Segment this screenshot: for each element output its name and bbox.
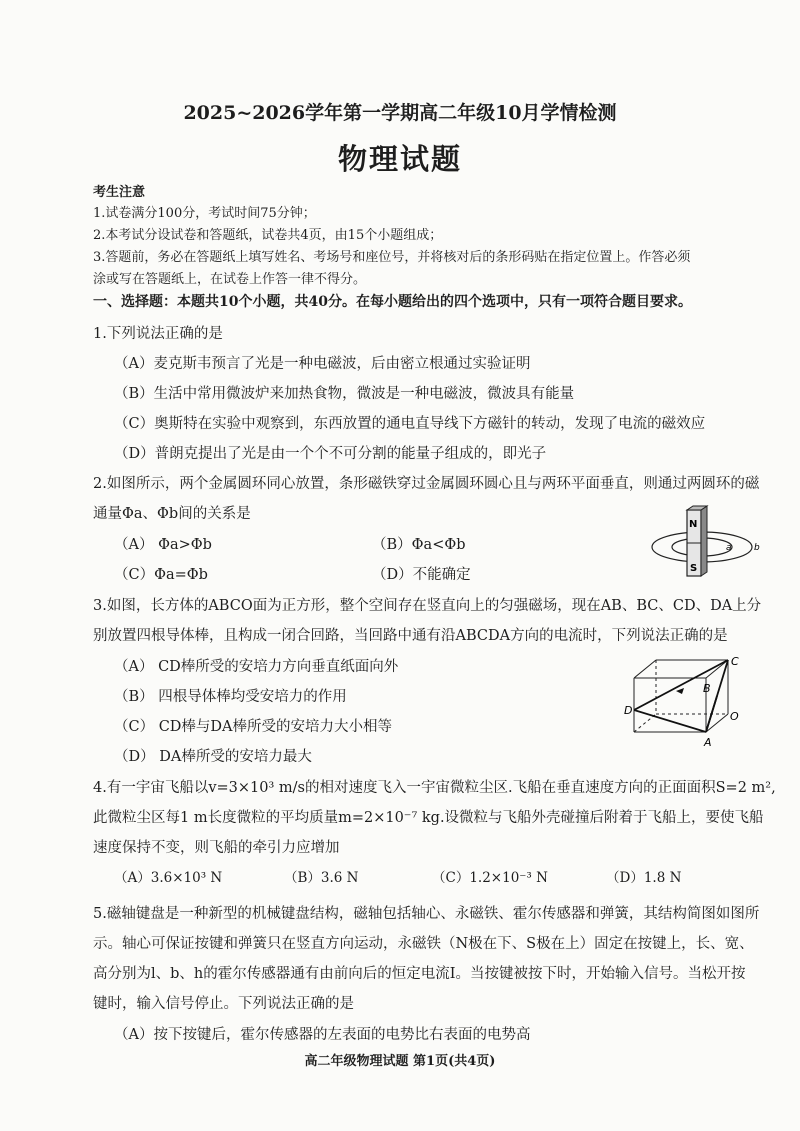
subject-title: 物理试题 bbox=[337, 142, 462, 176]
question-2-option-c: （C）Φa=Φb bbox=[114, 567, 208, 583]
notice-heading: 考生注意 bbox=[93, 185, 146, 200]
point-d-label: D bbox=[624, 704, 633, 717]
exam-title: 2025~2026学年第一学期高二年级10月学情检测 bbox=[183, 102, 617, 124]
question-3-option-c: （C） CD棒与DA棒所受的安培力大小相等 bbox=[114, 719, 393, 735]
notice-item: 2.本考试分设试卷和答题纸，试卷共4页，由15个小题组成； bbox=[93, 228, 443, 243]
question-2-option-d: （D）不能确定 bbox=[372, 567, 471, 583]
notice-item: 3.答题前，务必在答题纸上填写姓名、考场号和座位号，并将核对后的条形码贴在指定位置上。作答必须 bbox=[93, 250, 691, 265]
point-b-label: B bbox=[703, 682, 711, 695]
question-3-option-a: （A） CD棒所受的安培力方向垂直纸面向外 bbox=[114, 659, 399, 675]
question-1-stem: 1.下列说法正确的是 bbox=[93, 326, 223, 342]
point-o-label: O bbox=[730, 710, 739, 723]
question-1-option-c: （C）奥斯特在实验中观察到，东西放置的通电直导线下方磁针的转动，发现了电流的磁效应 bbox=[114, 416, 706, 432]
question-1-option-a: （A）麦克斯韦预言了光是一种电磁波，后由密立根通过实验证明 bbox=[114, 356, 531, 372]
question-2-stem: 2.如图所示，两个金属圆环同心放置，条形磁铁穿过金属圆环圆心且与两环平面垂直，则通过两圆环的磁 bbox=[93, 476, 760, 492]
question-4-option-d: （D）1.8 N bbox=[606, 870, 682, 886]
question-5-stem-cont: 键时，输入信号停止。下列说法正确的是 bbox=[93, 996, 354, 1012]
ring-b-label: b bbox=[754, 543, 760, 553]
section-heading: 一、选择题：本题共10个小题，共40分。在每小题给出的四个选项中，只有一项符合题目要求。 bbox=[93, 294, 692, 310]
question-2-option-b: （B）Φa<Φb bbox=[372, 537, 466, 553]
page-footer: 高二年级物理试题 第1页(共4页) bbox=[304, 1054, 496, 1069]
question-1-option-b: （B）生活中常用微波炉来加热食物，微波是一种电磁波，微波具有能量 bbox=[114, 386, 575, 402]
question-5-option-a: （A）按下按键后，霍尔传感器的左表面的电势比右表面的电势高 bbox=[114, 1027, 531, 1043]
point-a-label: A bbox=[704, 736, 712, 749]
point-c-label: C bbox=[731, 655, 739, 668]
question-5-stem-cont: 高分别为l、b、h的霍尔传感器通有由前向后的恒定电流I。当按键被按下时，开始输入信号。当松开按 bbox=[93, 966, 746, 982]
question-2-option-a: （A） Φa>Φb bbox=[114, 537, 212, 553]
question-5-stem-cont: 示。轴心可保证按键和弹簧只在竖直方向运动，永磁铁（N极在下、S极在上）固定在按键上，长、宽、 bbox=[93, 936, 754, 952]
question-5-stem: 5.磁轴键盘是一种新型的机械键盘结构，磁轴包括轴心、永磁铁、霍尔传感器和弹簧，其结构简图如图所 bbox=[93, 906, 760, 922]
question-1-option-d: （D）普朗克提出了光是由一个个不可分割的能量子组成的，即光子 bbox=[114, 446, 547, 462]
magnet-n-label: N bbox=[689, 519, 698, 530]
question-4-stem-cont: 速度保持不变，则飞船的牵引力应增加 bbox=[93, 840, 340, 856]
question-3-stem-cont: 别放置四根导体棒，且构成一闭合回路，当回路中通有沿ABCDA方向的电流时，下列说法正确的是 bbox=[93, 628, 728, 644]
question-4-stem: 4.有一宇宙飞船以v=3×10³ m/s的相对速度飞入一宇宙微粒尘区.飞船在垂直速度方向的正面面积S=2 m², bbox=[93, 780, 776, 796]
question-4-option-b: （B）3.6 N bbox=[284, 870, 359, 886]
question-2-stem-cont: 通量Φa、Φb间的关系是 bbox=[93, 506, 251, 522]
question-4-stem-cont: 此微粒尘区每1 m长度微粒的平均质量m=2×10⁻⁷ kg.设微粒与飞船外壳碰撞后附着于飞船上，要使飞船 bbox=[93, 810, 764, 826]
question-4-option-a: （A）3.6×10³ N bbox=[114, 870, 223, 886]
notice-item: 涂或写在答题纸上，在试卷上作答一律不得分。 bbox=[93, 272, 367, 287]
notice-item: 1.试卷满分100分，考试时间75分钟； bbox=[93, 206, 316, 221]
question-4-option-c: （C）1.2×10⁻³ N bbox=[432, 870, 548, 886]
question-3-option-b: （B） 四根导体棒均受安培力的作用 bbox=[114, 689, 347, 705]
question-3-option-d: （D） DA棒所受的安培力最大 bbox=[114, 749, 312, 765]
cuboid-figure bbox=[624, 652, 750, 750]
magnet-rings-figure bbox=[650, 505, 780, 583]
question-3-stem: 3.如图，长方体的ABCO面为正方形，整个空间存在竖直向上的匀强磁场，现在AB、BC、CD、DA上分 bbox=[93, 598, 762, 614]
ring-a-label: a bbox=[726, 543, 732, 553]
magnet-s-label: S bbox=[690, 563, 698, 574]
